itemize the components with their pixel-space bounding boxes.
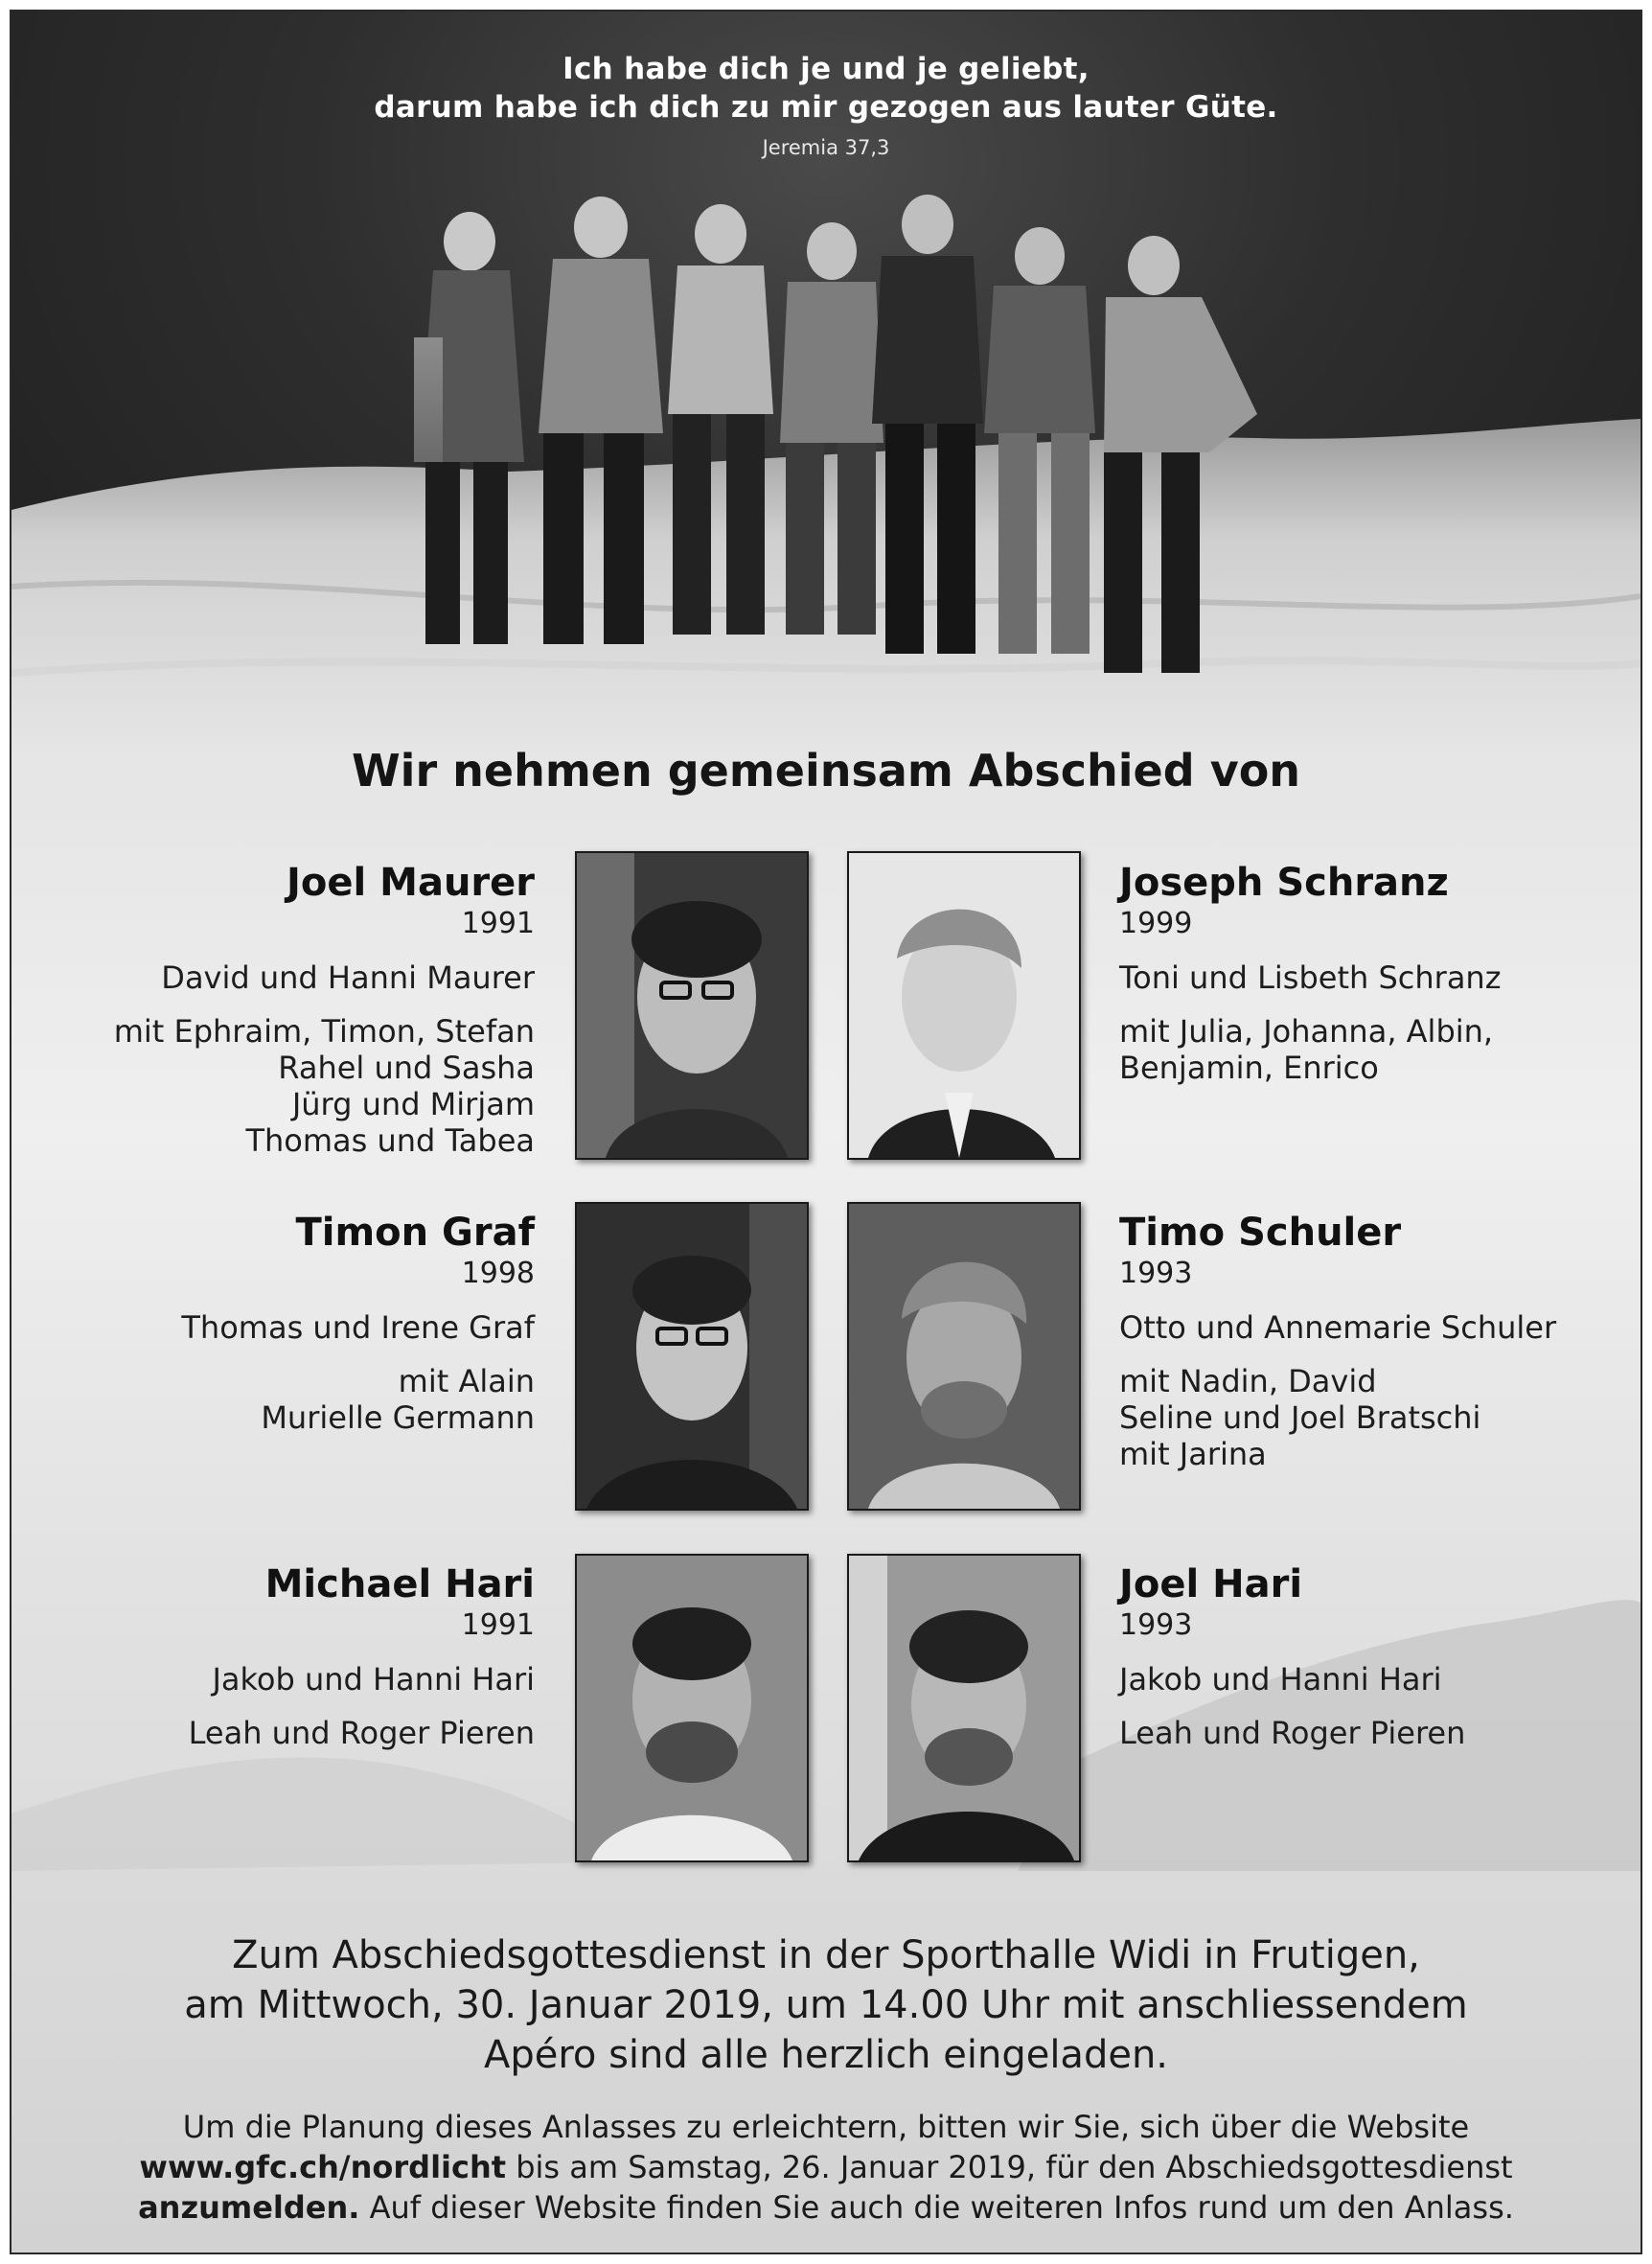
person-year: 1993 — [1119, 1257, 1193, 1290]
person-name: Joel Hari — [1119, 1562, 1303, 1606]
person-name: Joel Maurer — [287, 861, 535, 905]
registration-line: www.gfc.ch/nordlicht bis am Samstag, 26. Januar 2019, für den Abschiedsgottesdienst — [139, 2149, 1513, 2185]
registration-note — [11, 2107, 1641, 2228]
person-parents: Jakob und Hanni Hari — [212, 1661, 535, 1698]
person-parents: Jakob und Hanni Hari — [1119, 1661, 1442, 1698]
quote-reference: Jeremia 37,3 — [762, 136, 890, 159]
person-parents: Toni und Lisbeth Schranz — [1119, 959, 1502, 996]
quote-line-2: darum habe ich dich zu mir gezogen aus lauter Güte. — [374, 90, 1278, 125]
family-line: mit Alain — [398, 1363, 535, 1399]
portrait-michael-hari — [575, 1554, 809, 1862]
page-heading: Wir nehmen gemeinsam Abschied von — [351, 745, 1301, 797]
group-photo — [11, 12, 1641, 759]
family-line: Benjamin, Enrico — [1119, 1050, 1379, 1086]
invitation-line: am Mittwoch, 30. Januar 2019, um 14.00 Uhr mit anschliessendem — [184, 1983, 1468, 2027]
family-line: mit Julia, Johanna, Albin, — [1119, 1013, 1494, 1050]
portrait-joel-hari — [847, 1554, 1081, 1862]
person-year: 1993 — [1119, 1608, 1193, 1642]
registration-line: Um die Planung dieses Anlasses zu erleichtern, bitten wir Sie, sich über die Website — [182, 2109, 1470, 2145]
invitation-line: Zum Abschiedsgottesdienst in der Sporthalle Widi in Frutigen, — [232, 1933, 1420, 1977]
portrait-timo-schuler — [847, 1202, 1081, 1511]
family-line: Leah und Roger Pieren — [1119, 1715, 1466, 1751]
portrait-joel-maurer — [575, 851, 809, 1160]
person-michael-hari — [10, 1561, 535, 1751]
person-parents: Otto und Annemarie Schuler — [1119, 1309, 1557, 1346]
family-line: mit Jarina — [1119, 1436, 1267, 1472]
person-year: 1998 — [461, 1257, 535, 1290]
person-name: Timo Schuler — [1119, 1211, 1402, 1255]
register-word: anzumelden. — [138, 2189, 360, 2226]
portrait-timon-graf — [575, 1202, 809, 1511]
obituary-page — [10, 10, 1642, 2254]
person-year: 1999 — [1119, 907, 1193, 940]
family-line: Murielle Germann — [261, 1399, 535, 1436]
person-name: Timon Graf — [295, 1211, 535, 1255]
invitation-text — [11, 1930, 1641, 2080]
person-year: 1991 — [461, 907, 535, 940]
family-line: Thomas und Tabea — [245, 1122, 535, 1159]
person-parents: Thomas und Irene Graf — [181, 1309, 535, 1346]
family-line: Rahel und Sasha — [278, 1050, 535, 1086]
person-year: 1991 — [461, 1608, 535, 1642]
person-parents: David und Hanni Maurer — [161, 959, 535, 996]
family-line: Seline und Joel Bratschi — [1119, 1399, 1481, 1436]
person-timo-schuler — [1119, 1210, 1618, 1472]
family-line: mit Ephraim, Timon, Stefan — [113, 1013, 535, 1050]
person-joel-hari — [1119, 1561, 1618, 1751]
person-name: Michael Hari — [264, 1562, 535, 1606]
person-timon-graf — [10, 1210, 535, 1436]
family-line: Jürg und Mirjam — [291, 1086, 535, 1122]
family-line: Leah und Roger Pieren — [188, 1715, 535, 1751]
registration-line: anzumelden. Auf dieser Website finden Sie auch die weiteren Infos rund um den Anlass. — [138, 2189, 1514, 2226]
invitation-line: Apéro sind alle herzlich eingeladen. — [483, 2033, 1169, 2077]
website-link[interactable]: www.gfc.ch/nordlicht — [139, 2149, 507, 2185]
person-joel-maurer — [10, 860, 535, 1159]
quote-line-1: Ich habe dich je und je geliebt, — [562, 52, 1090, 86]
portrait-joseph-schranz — [847, 851, 1081, 1160]
person-joseph-schranz — [1119, 860, 1618, 1086]
person-name: Joseph Schranz — [1119, 861, 1449, 905]
family-line: mit Nadin, David — [1119, 1363, 1377, 1399]
